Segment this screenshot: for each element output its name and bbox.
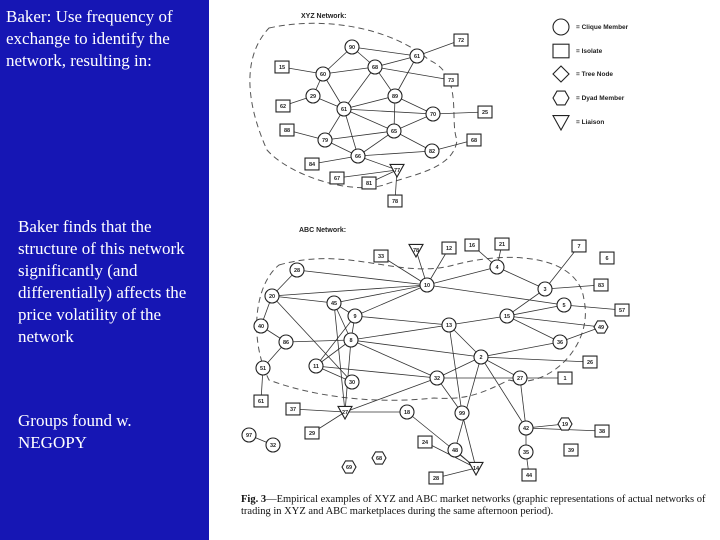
node-label: 29 <box>309 94 317 100</box>
network-edge <box>344 67 375 109</box>
node-label: 42 <box>522 426 530 432</box>
network-edge <box>507 316 601 327</box>
node-label: 28 <box>293 268 301 274</box>
circle-icon <box>553 19 569 35</box>
node-label: 45 <box>330 301 338 307</box>
network-edge <box>352 47 417 56</box>
network-edge <box>481 342 560 357</box>
node-label: 67 <box>333 176 341 182</box>
node-label: 8 <box>349 338 353 344</box>
xyz-nodes <box>275 34 492 207</box>
network-edge <box>507 305 564 316</box>
abc-edges <box>249 244 622 478</box>
node-label: 26 <box>586 360 594 366</box>
network-edge <box>344 96 395 109</box>
caption-label: Fig. 3 <box>241 494 267 505</box>
node-label: 30 <box>348 380 356 386</box>
network-edge <box>334 303 345 412</box>
hexagon-icon <box>553 91 569 105</box>
diamond-icon <box>553 66 569 82</box>
node-label: 44 <box>525 473 533 479</box>
abc-clique-boundary <box>257 257 586 400</box>
node-label: 61 <box>413 54 421 60</box>
node-label: 20 <box>268 294 276 300</box>
network-edge <box>564 305 622 310</box>
node-label: 72 <box>457 38 465 44</box>
finding-text: Baker finds that the structure of this network significantly (and differentially) affects the price volatility of the network <box>18 217 187 346</box>
network-figure <box>209 0 720 540</box>
node-label: 33 <box>377 254 385 260</box>
node-label: 28 <box>432 476 440 482</box>
node-label: 24 <box>421 440 429 446</box>
node-label: 78 <box>391 199 399 205</box>
node-label: 19 <box>561 422 569 428</box>
node-label: 7 <box>577 244 581 250</box>
network-edge <box>497 267 545 289</box>
xyz-title: XYZ Network: <box>301 13 347 20</box>
network-edge <box>507 316 560 342</box>
node-label: 68 <box>470 138 478 144</box>
legend <box>553 19 629 130</box>
node-label: 61 <box>340 107 348 113</box>
groups-text: Groups found w. NEGOPY <box>18 411 132 452</box>
node-label: 36 <box>556 340 564 346</box>
node-label: 97 <box>245 433 253 439</box>
network-edge <box>481 357 526 428</box>
legend-label: = Dyad Member <box>576 95 625 102</box>
network-edge <box>462 413 476 468</box>
node-label: 1 <box>563 376 567 382</box>
network-edge <box>293 409 345 412</box>
node-label: 65 <box>390 129 398 135</box>
node-label: 27 <box>516 376 524 382</box>
network-edge <box>449 316 507 325</box>
node-label: 3 <box>543 287 547 293</box>
network-edge <box>272 296 334 303</box>
legend-label: = Clique Member <box>576 24 629 31</box>
network-edge <box>323 67 375 74</box>
node-label: 16 <box>468 243 476 249</box>
network-edge <box>449 325 462 413</box>
node-label: 68 <box>375 456 383 462</box>
node-label: 99 <box>458 411 466 417</box>
node-label: 73 <box>447 78 455 84</box>
legend-label: = Liaison <box>576 119 605 126</box>
node-label: 11 <box>313 364 319 370</box>
node-label: 21 <box>498 242 506 248</box>
node-label: 2 <box>479 355 483 361</box>
node-label: 84 <box>308 162 316 168</box>
node-label: 40 <box>257 324 265 330</box>
node-label: 83 <box>597 283 605 289</box>
node-label: 79 <box>321 138 329 144</box>
node-label: 77 <box>393 168 401 174</box>
node-label: 5 <box>562 303 566 309</box>
network-diagram <box>209 0 720 540</box>
network-edge <box>334 285 427 303</box>
node-label: 89 <box>391 94 399 100</box>
node-label: 35 <box>522 450 530 456</box>
node-label: 90 <box>348 45 356 51</box>
node-label: 12 <box>445 246 453 252</box>
node-label: 9 <box>353 314 357 320</box>
network-edge <box>351 325 449 340</box>
legend-label: = Isolate <box>576 48 603 55</box>
triangle-icon <box>553 116 569 130</box>
square-icon <box>553 44 569 58</box>
node-label: 14 <box>472 466 480 472</box>
node-label: 82 <box>428 149 436 155</box>
figure-caption <box>241 494 711 518</box>
node-label: 78 <box>412 248 420 254</box>
node-label: 86 <box>282 340 290 346</box>
intro-text: Baker: Use frequency of exchange to identify the network, resulting in: <box>6 7 173 70</box>
node-label: 66 <box>354 154 362 160</box>
node-label: 69 <box>345 465 353 471</box>
network-edge <box>286 340 351 342</box>
node-label: 62 <box>279 104 287 110</box>
caption-text: —Empirical examples of XYZ and ABC market networks (graphic representations of actual networks of trading in XYZ and ABC marketplaces during the same afternoon period). <box>241 494 706 517</box>
node-label: 37 <box>289 407 297 413</box>
node-label: 6 <box>605 256 609 262</box>
xyz-edges <box>279 40 485 201</box>
network-edge <box>272 285 427 296</box>
node-label: 51 <box>259 366 267 372</box>
node-label: 39 <box>567 448 575 454</box>
node-label: 61 <box>257 399 265 405</box>
node-label: 10 <box>423 283 431 289</box>
node-label: 32 <box>269 443 277 449</box>
node-label: 15 <box>503 314 511 320</box>
node-label: 32 <box>433 376 441 382</box>
node-label: 13 <box>445 323 453 329</box>
node-label: 38 <box>598 429 606 435</box>
node-label: 25 <box>481 110 489 116</box>
node-label: 60 <box>319 72 327 78</box>
node-label: 48 <box>451 448 459 454</box>
node-label: 27 <box>341 410 349 416</box>
network-edge <box>545 285 601 289</box>
node-label: 29 <box>308 431 316 437</box>
network-edge <box>316 366 437 378</box>
network-edge <box>358 151 432 156</box>
network-edge <box>481 357 590 362</box>
node-label: 68 <box>371 65 379 71</box>
node-label: 88 <box>283 128 291 134</box>
node-label: 57 <box>618 308 626 314</box>
legend-label: = Tree Node <box>576 71 614 78</box>
network-edge <box>344 109 394 131</box>
node-label: 70 <box>429 112 437 118</box>
network-edge <box>375 67 451 80</box>
network-edge <box>427 267 497 285</box>
node-label: 18 <box>403 410 411 416</box>
network-edge <box>355 316 449 325</box>
node-label: 15 <box>278 65 286 71</box>
node-label: 49 <box>597 325 605 331</box>
node-label: 81 <box>365 181 373 187</box>
network-edge <box>433 112 485 114</box>
network-edge <box>344 109 433 114</box>
node-label: 4 <box>495 265 499 271</box>
abc-title: ABC Network: <box>299 227 347 234</box>
